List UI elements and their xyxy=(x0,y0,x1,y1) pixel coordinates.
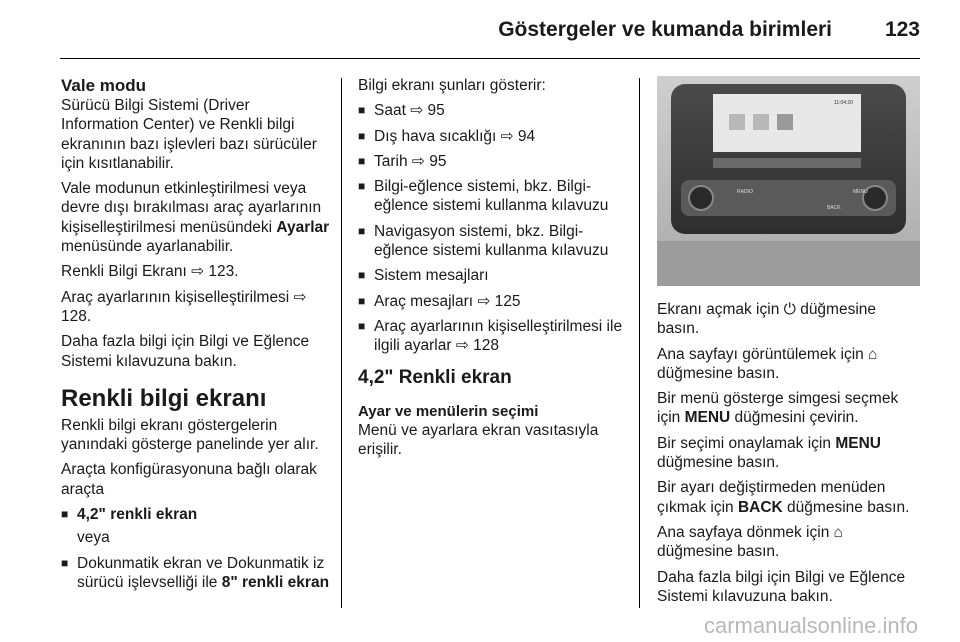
page-number: 123 xyxy=(884,18,920,41)
vale-paragraph-3: Renkli Bilgi Ekranı ⇨ 123. xyxy=(61,263,239,281)
display-options-list xyxy=(61,505,331,592)
back-button-label: BACK xyxy=(827,205,841,211)
vale-paragraph-2 xyxy=(61,179,331,256)
column-right xyxy=(657,300,920,612)
column-left xyxy=(61,76,331,598)
menu-paragraph: Menü ve ayarlara ekran vasıtasıyla erişilir. xyxy=(358,421,599,458)
list-item: ■ Dış hava sıcaklığı ⇨ 94 xyxy=(358,127,630,146)
lower-console xyxy=(657,241,920,286)
back-paragraph xyxy=(657,478,920,517)
text: Dokunmatik ekran ve Dokunmatik iz sürücü işlevselliği ile xyxy=(77,554,325,591)
settings-term: Ayarlar xyxy=(276,218,330,236)
color-info-heading: Renkli bilgi ekranı xyxy=(61,384,267,412)
header-rule xyxy=(60,58,920,59)
color-info-paragraph-2: Araçta konfigürasyonuna bağlı olarak araçta xyxy=(61,461,317,498)
more-info-paragraph: Daha fazla bilgi için Bilgi ve Eğlence Sistemi kılavuzuna bakın. xyxy=(657,568,906,605)
text: menüsünde ayarlanabilir. xyxy=(61,238,234,256)
or-text: veya xyxy=(77,529,110,547)
column-divider xyxy=(341,78,342,608)
list-item: ■ 4,2" renkli ekran xyxy=(61,505,331,524)
text: Vale modunun etkinleştirilmesi veya devre dışı bırakılması araç ayarlarının kişiselleştirilmesi menüsündeki xyxy=(61,180,322,236)
text: düğmesine basın. xyxy=(782,498,910,516)
vale-paragraph-5: Daha fazla bilgi için Bilgi ve Eğlence Sistemi kılavuzuna bakın. xyxy=(61,333,310,370)
vale-paragraph-4: Araç ayarlarının kişiselleştirilmesi ⇨ 128. xyxy=(61,288,307,325)
vale-paragraph-1: Sürücü Bilgi Sistemi (Driver Information Center) ve Renkli bilgi ekranının bazı işlevleri bazı sürücüler için kısıtlanabilir. xyxy=(61,97,317,172)
display-intro: Bilgi ekranı şunları gösterir: xyxy=(358,77,546,94)
page-header xyxy=(60,18,920,48)
text-bold: 8" renkli ekran xyxy=(221,573,330,591)
dashboard-photo xyxy=(657,76,920,286)
text: Bir seçimi onaylamak için xyxy=(657,434,836,452)
list-item: ■ Navigasyon sistemi, bkz. Bilgi-eğlence sistemi kullanma kılavuzu xyxy=(358,222,630,261)
list-item: ■ Sistem mesajları xyxy=(358,266,630,285)
text: Bir menü gösterge simgesi seçmek için xyxy=(657,390,899,427)
softkey-bar xyxy=(713,158,861,168)
menu-button-label: MENU xyxy=(853,189,868,195)
radio-button-label: RADIO xyxy=(737,189,753,195)
screen-icon-tile xyxy=(777,114,793,130)
screen-icon-tile xyxy=(729,114,745,130)
text: düğmesini çevirin. xyxy=(730,409,859,427)
home-paragraph: Ana sayfayı görüntülemek için ⌂ düğmesine basın. xyxy=(657,345,878,382)
list-item: ■ Araç mesajları ⇨ 125 xyxy=(358,292,630,311)
list-item: ■ Bilgi-eğlence sistemi, bkz. Bilgi-eğlence sistemi kullanma kılavuzu xyxy=(358,177,630,216)
list-item: ■ Araç ayarlarının kişiselleştirilmesi ile ilgili ayarlar ⇨ 128 xyxy=(358,317,630,356)
menu-term: MENU xyxy=(835,434,881,452)
text: Bir ayarı değiştirmeden menüden çıkmak için xyxy=(657,479,886,516)
power-paragraph: Ekranı açmak için ⏻ düğmesine basın. xyxy=(657,301,877,338)
menu-heading: Ayar ve menülerin seçimi xyxy=(358,402,539,420)
header-title: Göstergeler ve kumanda birimleri xyxy=(498,18,832,41)
column-middle xyxy=(358,76,630,465)
watermark: carmanualsonline.info xyxy=(703,613,918,638)
menu-term: MENU xyxy=(684,409,731,427)
screen-icon-tile xyxy=(753,114,769,130)
screen-heading: 4,2" Renkli ekran xyxy=(358,366,512,388)
list-item: ■ Tarih ⇨ 95 xyxy=(358,152,630,171)
screen-clock: 11:04:20 xyxy=(833,100,853,106)
list-item: ■ Saat ⇨ 95 xyxy=(358,101,630,120)
text: düğmesine basın. xyxy=(657,454,780,472)
back-term: BACK xyxy=(737,498,783,516)
power-knob xyxy=(689,186,713,210)
menu-select-paragraph xyxy=(657,389,920,428)
vale-heading: Vale modu xyxy=(61,76,147,95)
menu-confirm-paragraph xyxy=(657,434,920,473)
list-item xyxy=(61,554,331,593)
color-info-paragraph-1: Renkli bilgi ekranı göstergelerin yanındaki gösterge panelinde yer alır. xyxy=(61,416,319,454)
column-divider xyxy=(639,78,640,608)
return-home-paragraph: Ana sayfaya dönmek için ⌂ düğmesine basın. xyxy=(657,523,843,561)
display-contents-list xyxy=(358,101,630,355)
